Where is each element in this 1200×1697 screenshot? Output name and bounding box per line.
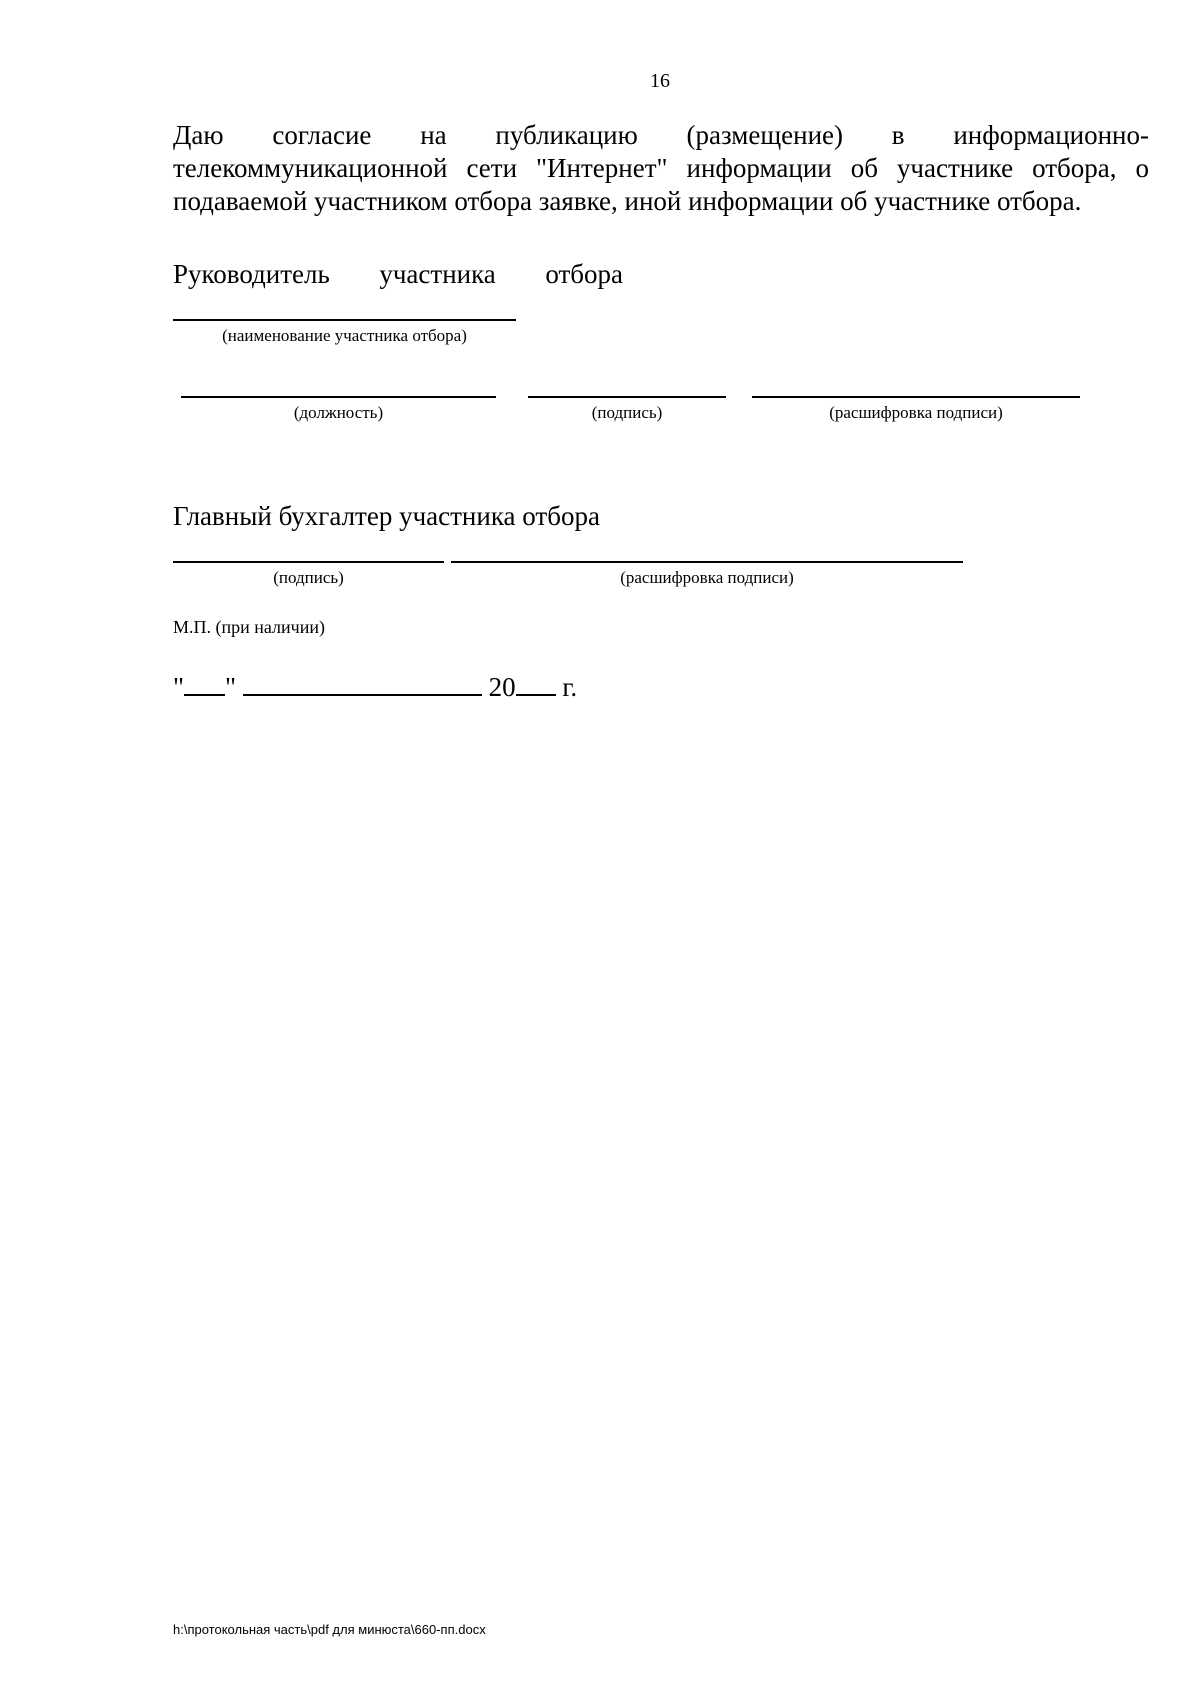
accountant-decoding-line bbox=[451, 561, 963, 563]
accountant-signature-line bbox=[173, 561, 444, 563]
head-signature-title: Руководитель участника отбора bbox=[173, 259, 623, 289]
accountant-decoding-caption: (расшифровка подписи) bbox=[620, 568, 794, 587]
head-signature-caption: (подпись) bbox=[591, 403, 663, 422]
page-number: 16 bbox=[650, 70, 670, 92]
head-decoding-line bbox=[752, 396, 1080, 398]
position-caption: (должность) bbox=[293, 403, 384, 422]
participant-name-caption: (наименование участника отбора) bbox=[222, 326, 467, 345]
position-line bbox=[181, 396, 496, 398]
accountant-signature-title: Главный бухгалтер участника отбора bbox=[173, 501, 600, 531]
stamp-note: М.П. (при наличии) bbox=[173, 617, 325, 637]
date-field bbox=[173, 670, 577, 704]
accountant-signature-caption: (подпись) bbox=[273, 568, 344, 587]
year-prefix: 20 bbox=[488, 672, 516, 702]
head-decoding-caption: (расшифровка подписи) bbox=[829, 403, 1003, 422]
month-blank bbox=[243, 670, 482, 696]
consent-paragraph: Даю согласие на публикацию (размещение) в информационно-телекоммуникационной сети "Интернет" информации об участнике отбора, о подаваемой участником отбора заявке, иной информации об участнике отбора. bbox=[173, 120, 1149, 216]
participant-name-line bbox=[173, 319, 516, 321]
year-suffix: г. bbox=[562, 672, 578, 702]
footer-file-path: h:\протокольная часть\pdf для минюста\660-пп.docx bbox=[173, 1622, 486, 1637]
head-signature-line bbox=[528, 396, 726, 398]
year-blank bbox=[516, 670, 556, 696]
day-blank bbox=[184, 670, 225, 696]
date-open-quote: " bbox=[173, 672, 185, 702]
date-close-quote: " bbox=[225, 672, 237, 702]
